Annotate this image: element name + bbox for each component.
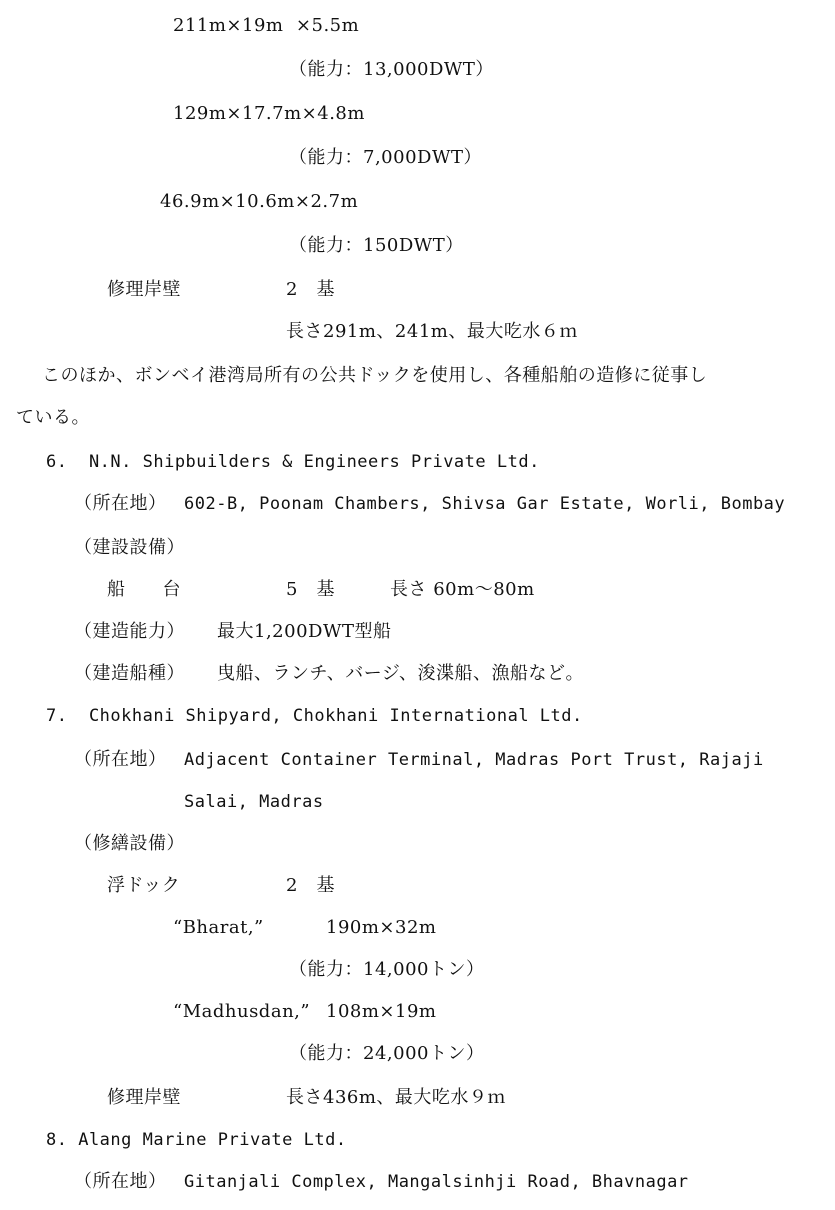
slipway-count: 5 基 xyxy=(286,579,335,600)
company-heading-7: 7. Chokhani Shipyard, Chokhani International Ltd. xyxy=(46,706,583,726)
dock-dimensions-2: 129m×17.7m×4.8m xyxy=(173,103,365,124)
dock-size-madhusdan: 108m×19m xyxy=(326,1001,437,1022)
location-label: （所在地） xyxy=(74,749,167,770)
dock-name-bharat: “Bharat,” xyxy=(173,917,264,938)
location-label: （所在地） xyxy=(74,493,167,514)
floating-dock-label: 浮ドック xyxy=(107,875,181,896)
dock-capacity-madhusdan: （能力：24,000トン） xyxy=(289,1043,485,1064)
dock-capacity-3: （能力：150DWT） xyxy=(289,235,464,256)
repair-quay-label: 修理岸壁 xyxy=(107,279,181,300)
location-address-6: 602-B, Poonam Chambers, Shivsa Gar Estate, Worli, Bombay xyxy=(184,494,786,514)
repair-quay-count: 2 基 xyxy=(286,279,335,300)
paragraph-line-1: このほか、ボンベイ港湾局所有の公共ドックを使用し、各種船舶の造修に従事し xyxy=(42,365,708,386)
paragraph-line-2: ている。 xyxy=(16,407,90,428)
capacity-value: 最大1,200DWT型船 xyxy=(217,621,392,642)
repair-facilities-label: （修繕設備） xyxy=(74,833,185,854)
company-heading-8: 8. Alang Marine Private Ltd. xyxy=(46,1130,347,1150)
location-address-7: Adjacent Container Terminal, Madras Port Trust, Rajaji xyxy=(184,750,764,770)
location-address-7-cont: Salai, Madras xyxy=(184,792,324,812)
floating-dock-count: 2 基 xyxy=(286,875,335,896)
dock-dimensions-3: 46.9m×10.6m×2.7m xyxy=(160,191,359,212)
slipway-length: 長さ 60m～80m xyxy=(390,579,535,600)
repair-quay-length-2: 長さ436m、最大吃水９ｍ xyxy=(286,1087,506,1108)
dock-size-bharat: 190m×32m xyxy=(326,917,437,938)
dock-capacity-2: （能力：7,000DWT） xyxy=(289,147,482,168)
repair-quay-length: 長さ291m、241m、最大吃水６ｍ xyxy=(286,321,578,342)
ship-types-value: 曳船、ランチ、バージ、浚渫船、漁船など。 xyxy=(217,663,584,684)
ship-types-label: （建造船種） xyxy=(74,663,185,684)
dock-name-madhusdan: “Madhusdan,” xyxy=(173,1001,311,1022)
location-address-8: Gitanjali Complex, Mangalsinhji Road, Bhavnagar xyxy=(184,1172,689,1192)
repair-quay-label-2: 修理岸壁 xyxy=(107,1087,181,1108)
dock-capacity-1: （能力：13,000DWT） xyxy=(289,59,494,80)
location-label: （所在地） xyxy=(74,1171,167,1192)
capacity-label: （建造能力） xyxy=(74,621,185,642)
slipway-label: 船 台 xyxy=(107,579,181,600)
dock-dimensions-1: 211m×19m ×5.5m xyxy=(173,15,360,36)
company-heading-6: 6. N.N. Shipbuilders & Engineers Private Ltd. xyxy=(46,452,540,472)
construction-facilities-label: （建設設備） xyxy=(74,537,185,558)
dock-capacity-bharat: （能力：14,000トン） xyxy=(289,959,485,980)
